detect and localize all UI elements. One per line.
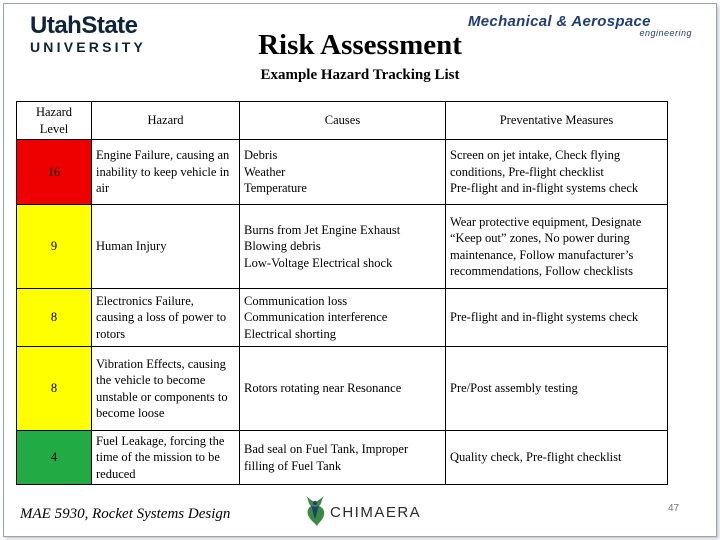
page-number: 47 xyxy=(668,503,680,514)
table-row xyxy=(17,347,668,431)
header-hazard: Hazard xyxy=(92,102,240,140)
hazard-level-cell: 4 xyxy=(17,431,92,485)
cause-line: Communication interference xyxy=(244,310,388,325)
causes-cell xyxy=(240,289,446,347)
measure-line: Pre-flight and in-flight systems check xyxy=(450,310,639,325)
measures-cell xyxy=(446,431,668,485)
header-hazard-level: Hazard Level xyxy=(17,102,92,140)
hazard-table xyxy=(16,101,668,485)
cause-line: Electrical shorting xyxy=(244,326,336,341)
table-row xyxy=(17,289,668,347)
chimaera-logo xyxy=(300,492,422,528)
cause-line: Debris xyxy=(244,148,278,163)
slide-subtitle: Example Hazard Tracking List xyxy=(260,67,460,83)
mae-logo-line2: engineering xyxy=(639,28,692,38)
cause-line: Blowing debris xyxy=(244,239,321,254)
usu-logo-top: UtahState xyxy=(30,12,138,39)
hazard-level-cell: 16 xyxy=(17,140,92,205)
hazard-cell: Engine Failure, causing an inability to keep vehicle in air xyxy=(92,140,240,205)
causes-cell xyxy=(240,431,446,485)
cause-line: Bad seal on Fuel Tank, Improper filling of Fuel Tank xyxy=(244,442,409,473)
cause-line: Communication loss xyxy=(244,293,348,308)
hazard-cell: Electronics Failure, causing a loss of power to rotors xyxy=(92,289,240,347)
cause-line: Rotors rotating near Resonance xyxy=(244,381,402,396)
measures-cell xyxy=(446,347,668,431)
hazard-level-cell: 8 xyxy=(17,289,92,347)
hazard-cell: Vibration Effects, causing the vehicle to become unstable or components to become loose xyxy=(92,347,240,431)
cause-line: Temperature xyxy=(244,181,307,196)
measure-line: Wear protective equipment, Designate “Keep out” zones, No power during maintenance, Follow manufacturer’s recommendations, Follow checklists xyxy=(450,214,642,278)
mae-logo-line1: Mechanical & Aerospace xyxy=(468,13,651,30)
measure-line: Pre/Post assembly testing xyxy=(450,381,578,396)
measures-cell xyxy=(446,140,668,205)
header-causes: Causes xyxy=(240,102,446,140)
causes-cell xyxy=(240,205,446,289)
measure-line: Screen on jet intake, Check flying conditions, Pre-flight checklist xyxy=(450,148,621,179)
hazard-cell: Human Injury xyxy=(92,205,240,289)
hazard-level-cell: 8 xyxy=(17,347,92,431)
measure-line: Quality check, Pre-flight checklist xyxy=(450,450,622,465)
chimaera-emblem-icon xyxy=(300,492,330,528)
causes-cell xyxy=(240,140,446,205)
course-footer: MAE 5930, Rocket Systems Design xyxy=(20,506,231,522)
chimaera-wordmark: CHIMAERA xyxy=(330,504,422,521)
usu-logo-bottom: UNIVERSITY xyxy=(30,39,147,55)
cause-line: Burns from Jet Engine Exhaust xyxy=(244,222,401,237)
measures-cell xyxy=(446,289,668,347)
table-row xyxy=(17,140,668,205)
header-measures: Preventative Measures xyxy=(446,102,668,140)
cause-line: Weather xyxy=(244,164,286,179)
table-row xyxy=(17,431,668,485)
hazard-level-cell: 9 xyxy=(17,205,92,289)
measures-cell xyxy=(446,205,668,289)
slide-title: Risk Assessment xyxy=(258,29,462,61)
table-header-row xyxy=(17,102,668,140)
cause-line: Low-Voltage Electrical shock xyxy=(244,255,393,270)
causes-cell xyxy=(240,347,446,431)
hazard-cell: Fuel Leakage, forcing the time of the mission to be reduced xyxy=(92,431,240,485)
table-row xyxy=(17,205,668,289)
measure-line: Pre-flight and in-flight systems check xyxy=(450,181,639,196)
